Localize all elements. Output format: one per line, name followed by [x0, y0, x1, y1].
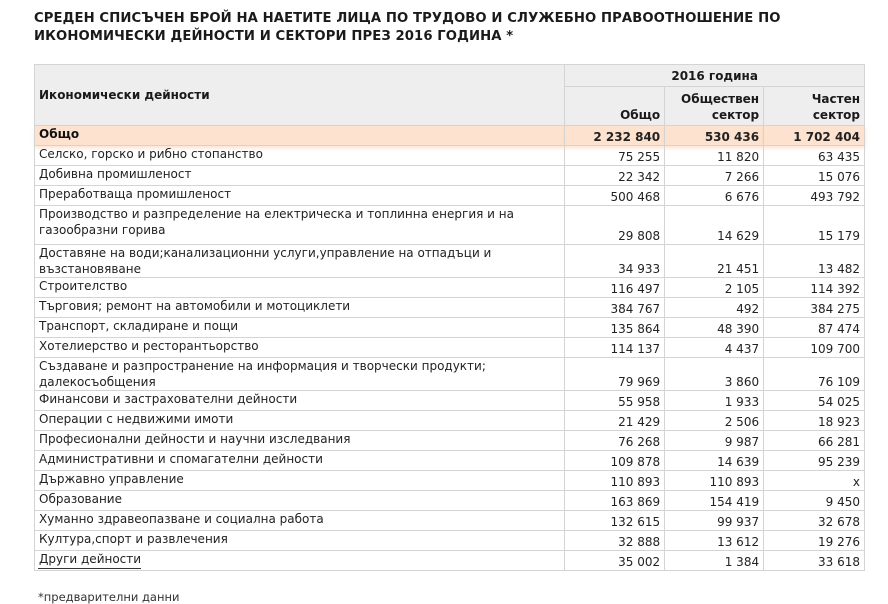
table-row	[35, 318, 865, 338]
row-private: 18 923	[764, 411, 865, 431]
row-total: 2 232 840	[565, 126, 665, 146]
row-private: 76 109	[764, 358, 865, 391]
row-total: 109 878	[565, 451, 665, 471]
table-row	[35, 206, 865, 245]
row-name: Професионални дейности и научни изследвания	[35, 431, 565, 451]
row-name: Образование	[35, 491, 565, 511]
row-total: 116 497	[565, 278, 665, 298]
row-name: Общо	[35, 126, 565, 146]
row-name: Преработваща промишленост	[35, 186, 565, 206]
row-public: 99 937	[665, 511, 764, 531]
row-name: Строителство	[35, 278, 565, 298]
table-row	[35, 551, 865, 571]
header-total: Общо	[565, 87, 665, 126]
row-total: 21 429	[565, 411, 665, 431]
row-public: 6 676	[665, 186, 764, 206]
row-total: 29 808	[565, 206, 665, 245]
row-public: 492	[665, 298, 764, 318]
row-private: 95 239	[764, 451, 865, 471]
row-private: 114 392	[764, 278, 865, 298]
row-name: Хуманно здравеопазване и социална работа	[35, 511, 565, 531]
row-public: 4 437	[665, 338, 764, 358]
footnote-divider	[38, 568, 141, 569]
row-name: Търговия; ремонт на автомобили и мотоциклети	[35, 298, 565, 318]
row-name: Селско, горско и рибно стопанство	[35, 146, 565, 166]
row-total: 76 268	[565, 431, 665, 451]
page-title: СРЕДЕН СПИСЪЧЕН БРОЙ НА НАЕТИТЕ ЛИЦА ПО ТРУДОВО И СЛУЖЕБНО ПРАВООТНОШЕНИЕ ПО ИКОНОМИЧЕСКИ ДЕЙНОСТИ И СЕКТОРИ ПРЕЗ 2016 ГОДИНА *	[34, 11, 781, 44]
row-private: 15 179	[764, 206, 865, 245]
row-public: 1 384	[665, 551, 764, 571]
table-row	[35, 391, 865, 411]
row-public: 14 629	[665, 206, 764, 245]
header-activity: Икономически дейности	[35, 65, 565, 126]
row-private: 19 276	[764, 531, 865, 551]
row-private: 15 076	[764, 166, 865, 186]
employees-table	[34, 64, 865, 571]
row-total: 110 893	[565, 471, 665, 491]
row-total: 34 933	[565, 245, 665, 278]
row-total: 32 888	[565, 531, 665, 551]
row-public: 3 860	[665, 358, 764, 391]
header-private: Частен сектор	[764, 87, 865, 126]
row-total: 75 255	[565, 146, 665, 166]
row-total: 35 002	[565, 551, 665, 571]
row-public: 1 933	[665, 391, 764, 411]
row-public: 154 419	[665, 491, 764, 511]
row-private: 9 450	[764, 491, 865, 511]
row-public: 530 436	[665, 126, 764, 146]
row-public: 21 451	[665, 245, 764, 278]
table-row	[35, 511, 865, 531]
table-row	[35, 245, 865, 278]
row-private: 33 618	[764, 551, 865, 571]
row-total: 132 615	[565, 511, 665, 531]
row-total: 500 468	[565, 186, 665, 206]
header-public: Обществен сектор	[665, 87, 764, 126]
row-total: 384 767	[565, 298, 665, 318]
row-private: 493 792	[764, 186, 865, 206]
row-name: Други дейности	[35, 551, 565, 571]
table-row-total	[35, 126, 865, 146]
table-row	[35, 278, 865, 298]
row-name: Държавно управление	[35, 471, 565, 491]
row-total: 55 958	[565, 391, 665, 411]
table-row	[35, 298, 865, 318]
row-public: 48 390	[665, 318, 764, 338]
row-private: 87 474	[764, 318, 865, 338]
row-name: Финансови и застрахователни дейности	[35, 391, 565, 411]
row-total: 163 869	[565, 491, 665, 511]
row-total: 114 137	[565, 338, 665, 358]
row-private: 66 281	[764, 431, 865, 451]
row-public: 14 639	[665, 451, 764, 471]
row-private: 109 700	[764, 338, 865, 358]
table-row	[35, 411, 865, 431]
row-public: 2 506	[665, 411, 764, 431]
table-row	[35, 451, 865, 471]
row-total: 79 969	[565, 358, 665, 391]
row-private: 63 435	[764, 146, 865, 166]
row-name: Създаване и разпространение на информация и творчески продукти; далекосъобщения	[35, 358, 565, 391]
row-private: 13 482	[764, 245, 865, 278]
row-private: 1 702 404	[764, 126, 865, 146]
row-private: 54 025	[764, 391, 865, 411]
table-row	[35, 146, 865, 166]
header-year: 2016 година	[565, 65, 865, 87]
row-public: 9 987	[665, 431, 764, 451]
footnote: *предварителни данни	[38, 590, 180, 604]
row-name: Административни и спомагателни дейности	[35, 451, 565, 471]
row-public: 13 612	[665, 531, 764, 551]
table-row	[35, 166, 865, 186]
table-row	[35, 358, 865, 391]
row-public: 11 820	[665, 146, 764, 166]
table-row	[35, 491, 865, 511]
table-row	[35, 471, 865, 491]
row-private: 32 678	[764, 511, 865, 531]
row-public: 110 893	[665, 471, 764, 491]
row-name: Производство и разпределение на електрическа и топлинна енергия и на газообразни горива	[35, 206, 565, 245]
row-public: 2 105	[665, 278, 764, 298]
row-name: Култура,спорт и развлечения	[35, 531, 565, 551]
table-row	[35, 531, 865, 551]
table-row	[35, 431, 865, 451]
table-row	[35, 186, 865, 206]
row-private: x	[764, 471, 865, 491]
row-total: 135 864	[565, 318, 665, 338]
row-total: 22 342	[565, 166, 665, 186]
row-name: Транспорт, складиране и пощи	[35, 318, 565, 338]
row-name: Хотелиерство и ресторантьорство	[35, 338, 565, 358]
row-private: 384 275	[764, 298, 865, 318]
table-row	[35, 338, 865, 358]
row-public: 7 266	[665, 166, 764, 186]
row-name: Операции с недвижими имоти	[35, 411, 565, 431]
row-name: Доставяне на води;канализационни услуги,управление на отпадъци и възстановяване	[35, 245, 565, 278]
row-name: Добивна промишленост	[35, 166, 565, 186]
